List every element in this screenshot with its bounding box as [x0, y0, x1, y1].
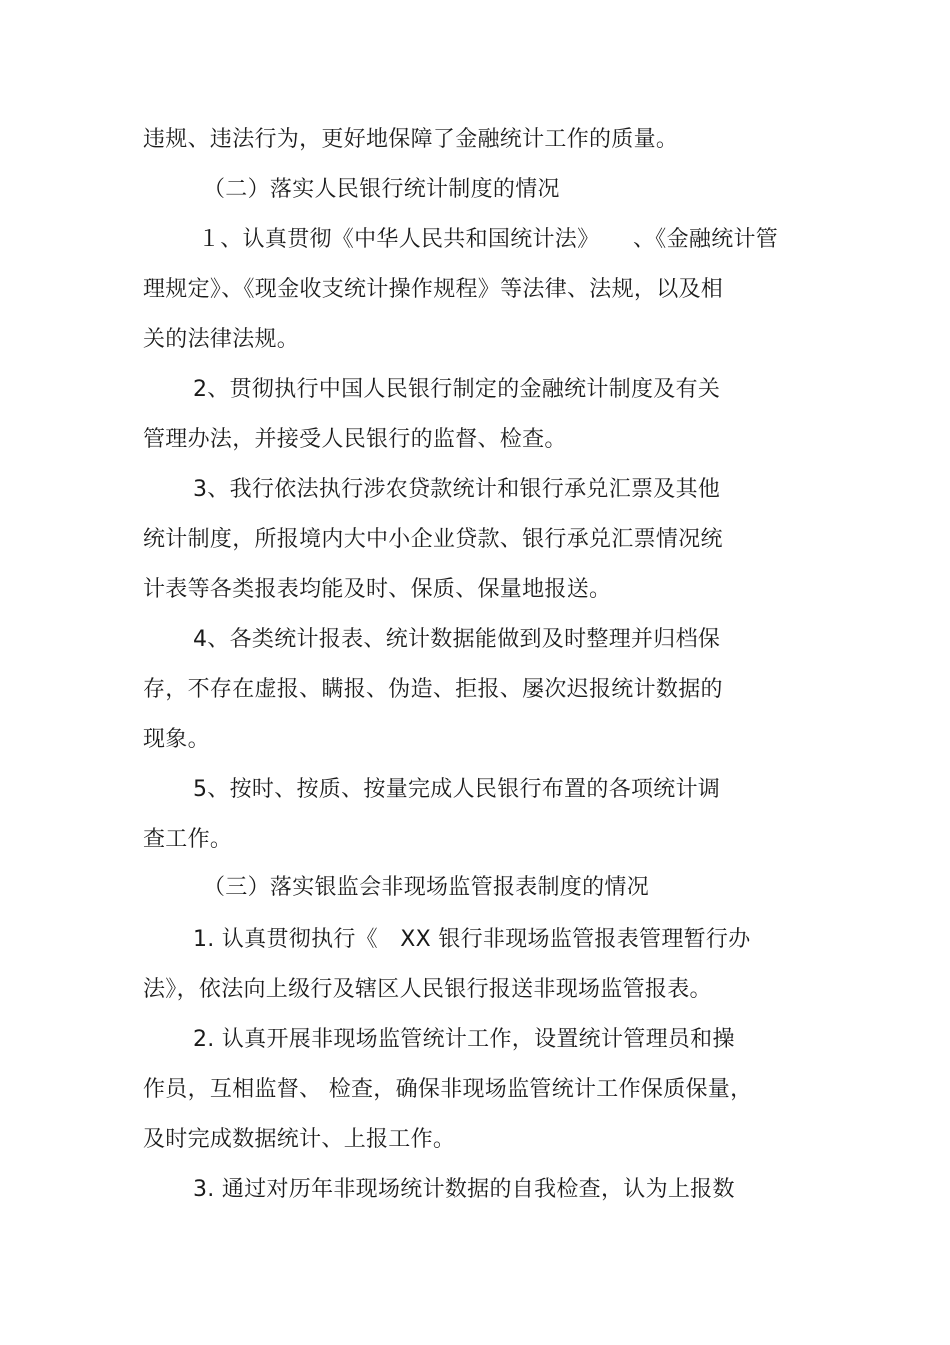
text-line-9: 统计制度，所报境内大中小企业贷款、银行承兑汇票情况统 [143, 527, 723, 552]
text-line-1: 违规、违法行为，更好地保障了金融统计工作的质量。 [143, 127, 679, 152]
text-line-12: 存，不存在虚报、瞒报、伪造、拒报、屡次迟报统计数据的 [143, 677, 723, 702]
section-heading-2: （二）落实人民银行统计制度的情况 [203, 177, 560, 202]
text-line-13: 现象。 [143, 727, 210, 752]
text-line-11: 4、各类统计报表、统计数据能做到及时整理并归档保 [193, 627, 721, 652]
text-line-21: 及时完成数据统计、上报工作。 [143, 1127, 456, 1152]
text-line-20: 作员，互相监督、 检查，确保非现场监管统计工作保质保量， [143, 1077, 753, 1102]
text-line-22: 3. 通过对历年非现场统计数据的自我检查，认为上报数 [193, 1177, 735, 1202]
text-line-4: 理规定》、《现金收支统计操作规程》等法律、法规，以及相 [143, 277, 724, 302]
text-line-18: 法》，依法向上级行及辖区人民银行报送非现场监管报表。 [143, 977, 712, 1002]
text-line-19: 2. 认真开展非现场监管统计工作，设置统计管理员和操 [193, 1027, 735, 1052]
text-line-3: １、认真贯彻《中华人民共和国统计法》 、《金融统计管 [198, 227, 779, 252]
text-line-10: 计表等各类报表均能及时、保质、保量地报送。 [143, 577, 612, 602]
text-line-7: 管理办法，并接受人民银行的监督、检查。 [143, 427, 567, 452]
text-line-17: 1. 认真贯彻执行《 XX 银行非现场监管报表管理暂行办 [193, 927, 751, 952]
section-heading-3: （三）落实银监会非现场监管报表制度的情况 [203, 875, 650, 900]
text-line-14: 5、按时、按质、按量完成人民银行布置的各项统计调 [193, 777, 721, 802]
text-line-5: 关的法律法规。 [143, 327, 300, 352]
text-line-8: 3、我行依法执行涉农贷款统计和银行承兑汇票及其他 [193, 477, 721, 502]
text-line-15: 查工作。 [143, 827, 233, 852]
text-line-6: 2、贯彻执行中国人民银行制定的金融统计制度及有关 [193, 377, 721, 402]
